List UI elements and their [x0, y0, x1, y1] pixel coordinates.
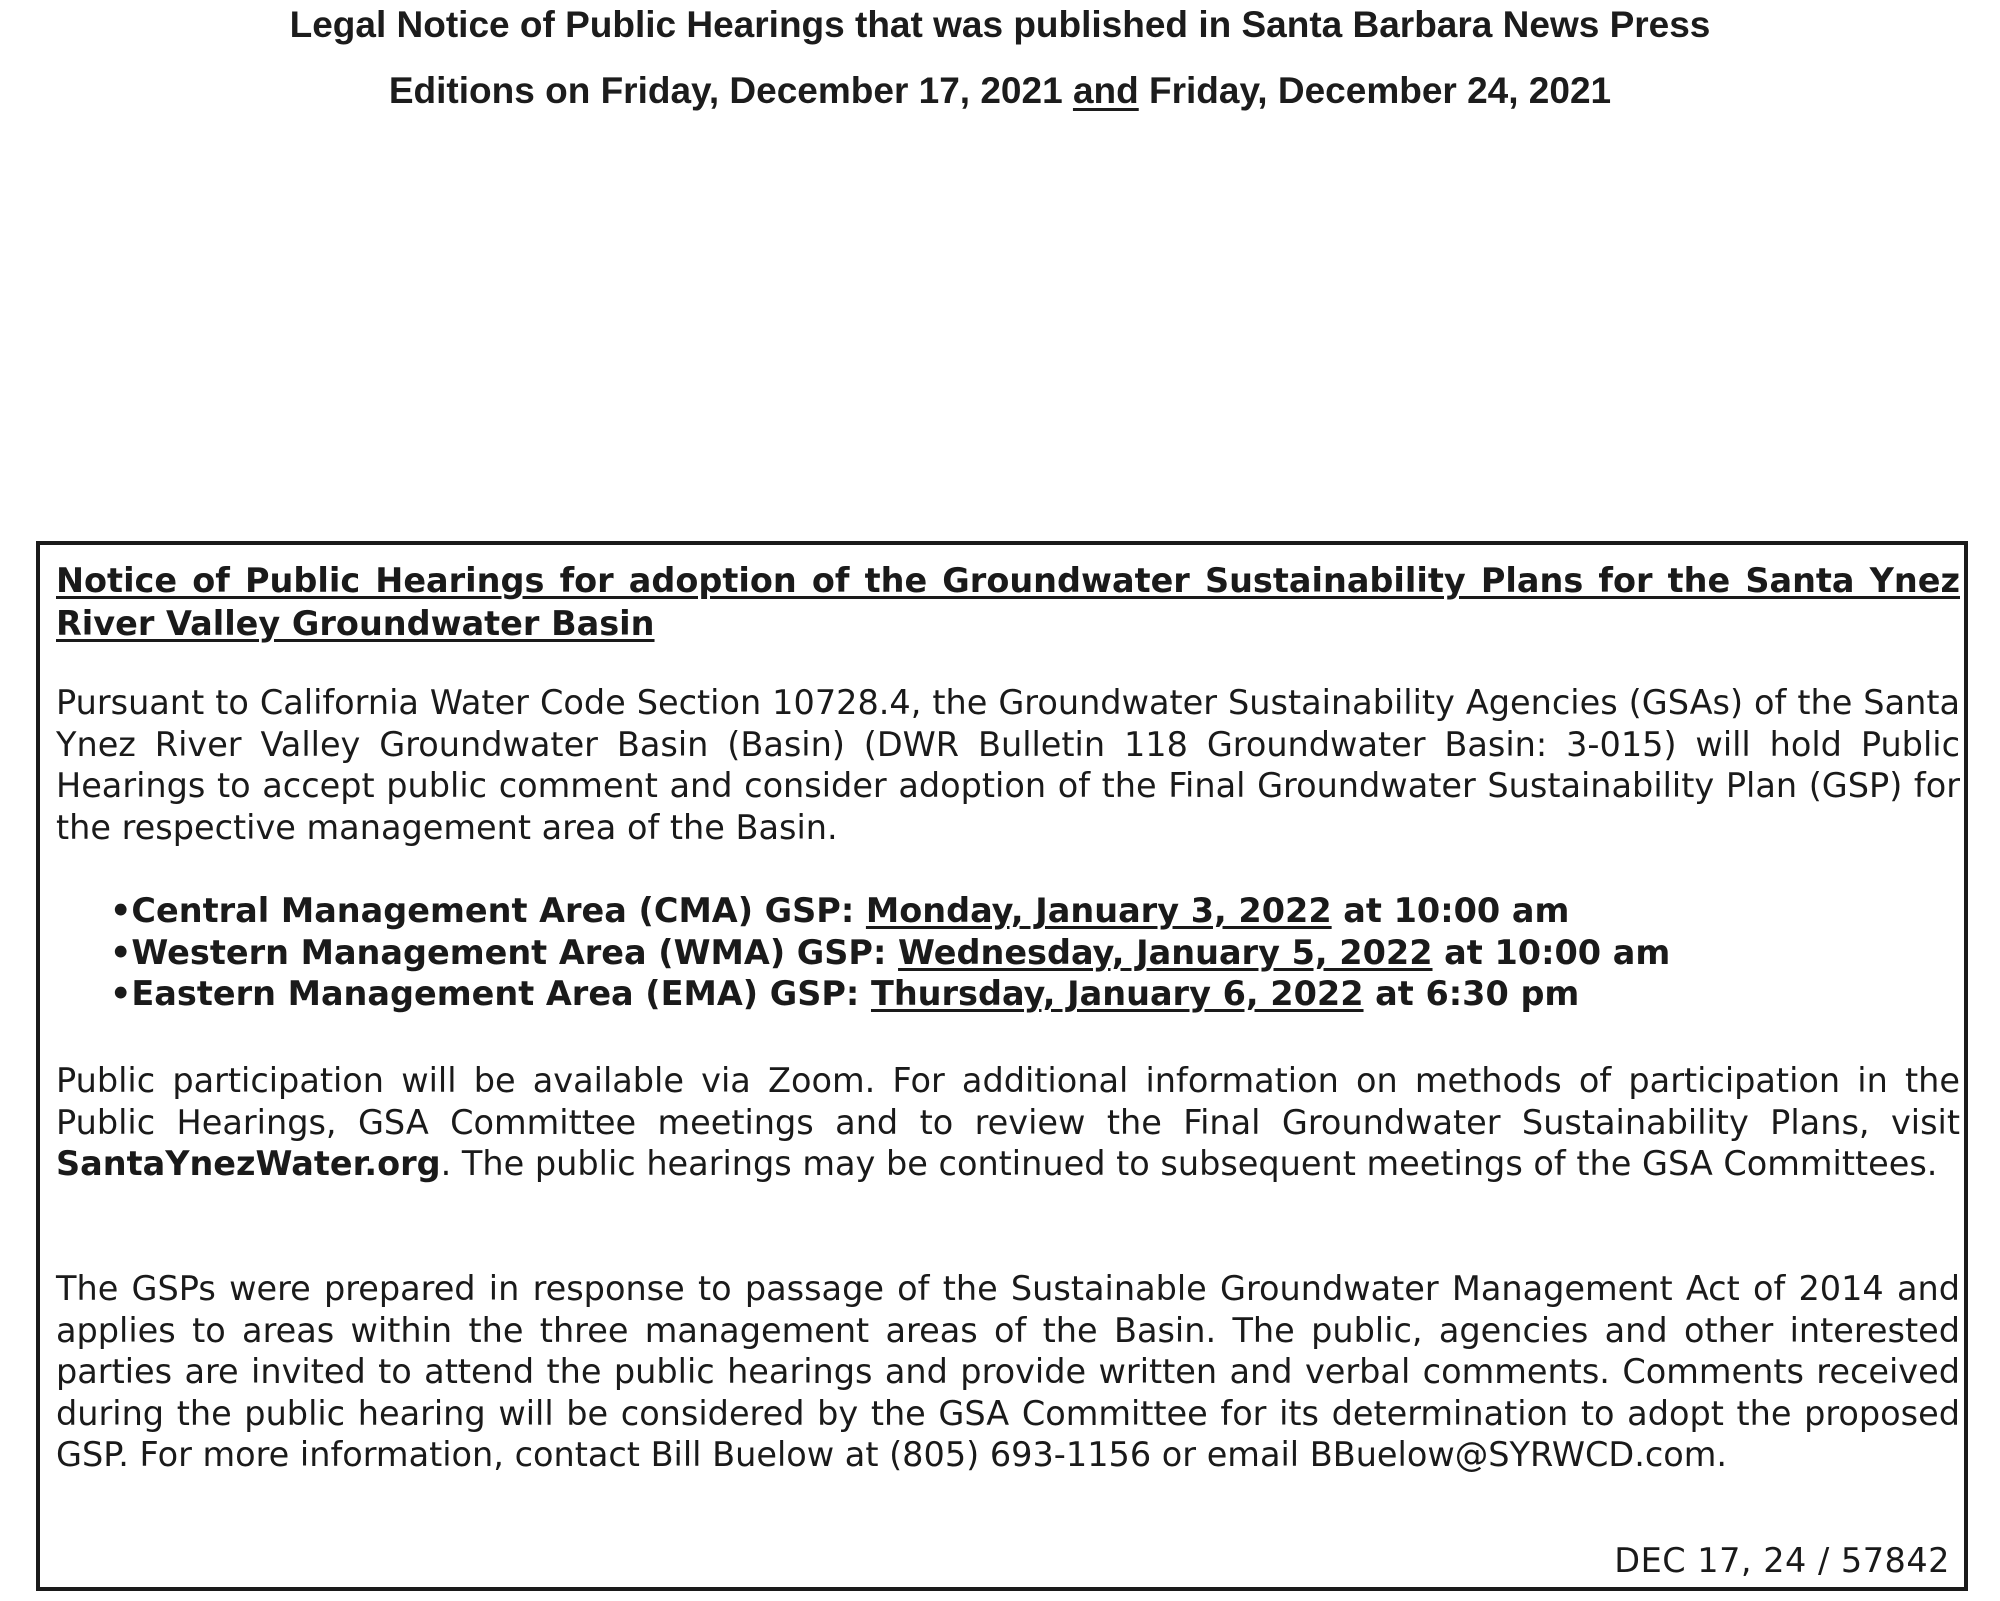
notice-paragraph-intro: Pursuant to California Water Code Section 10728.4, the Groundwater Sustainability Agencies (GSAs) of the Santa Ynez River Valley Groundwater Basin (Basin) (DWR Bulletin 118 Groundwater Basin: 3-015) will hold Public Hearings to accept public comment and consider adoption of the Final Groundwater Sustainability Plan (GSP) for the respective management area of the Basin. — [56, 683, 1960, 847]
publication-code: DEC 17, 24 / 57842 — [1614, 1541, 1950, 1580]
hearing-date: Monday, January 3, 2022 — [865, 891, 1332, 930]
hearing-item-cma — [110, 890, 1670, 932]
bullet-icon: • — [110, 974, 132, 1013]
heading-dates-start: Editions on Friday, December 17, 2021 — [388, 70, 1073, 111]
hearing-label: Eastern Management Area (EMA) GSP: — [131, 974, 871, 1013]
bullet-icon: • — [110, 891, 132, 930]
participation-text: Public participation will be available via Zoom. For additional information on methods of participation in the Public Hearings, GSA Committee meetings and to review the Final Groundwater Sustainability Plans, visit — [56, 1061, 1960, 1142]
website-link[interactable]: SantaYnezWater.org — [56, 1144, 441, 1183]
hearing-time: at 10:00 am — [1432, 932, 1671, 972]
hearing-label: Western Management Area (WMA) GSP: — [131, 932, 899, 972]
hearing-date: Wednesday, January 5, 2022 — [898, 932, 1433, 972]
notice-paragraph-participation — [56, 1060, 1960, 1185]
page-heading-line-2 — [0, 70, 2000, 112]
heading-text: Legal Notice of Public Hearings that was published in Santa Barbara News Press — [289, 4, 1711, 45]
hearing-label: Central Management Area (CMA) GSP: — [131, 891, 866, 930]
hearing-time: at 6:30 pm — [1363, 974, 1580, 1013]
legal-notice-box — [36, 541, 1968, 1591]
notice-paragraph-background: The GSPs were prepared in response to passage of the Sustainable Groundwater Management Act of 2014 and applies to areas within the three management areas of the Basin. The public, agencies and other interested parties are invited to attend the public hearings and provide written and verbal comments. Comments received during the public hearing will be considered by the GSA Committee for its determination to adopt the proposed GSP. For more information, contact Bill Buelow at (805) 693-1156 or email BBuelow@SYRWCD.com. — [56, 1269, 1960, 1474]
hearing-date: Thursday, January 6, 2022 — [870, 974, 1364, 1013]
participation-text-end: . The public hearings may be continued to subsequent meetings of the GSA Committees. — [440, 1144, 1938, 1183]
heading-dates-end: Friday, December 24, 2021 — [1138, 70, 1612, 111]
heading-underlined-and: and — [1072, 70, 1139, 111]
notice-title: Notice of Public Hearings for adoption of the Groundwater Sustainability Plans for the Santa Ynez River Valley Groundwater Basin — [56, 561, 1960, 643]
bullet-icon: • — [110, 932, 132, 972]
hearing-item-ema — [110, 973, 1670, 1015]
hearing-item-wma — [110, 932, 1670, 974]
page-heading-line-1 — [0, 4, 2000, 46]
hearing-schedule-list — [110, 890, 1670, 1015]
hearing-time: at 10:00 am — [1331, 891, 1570, 930]
